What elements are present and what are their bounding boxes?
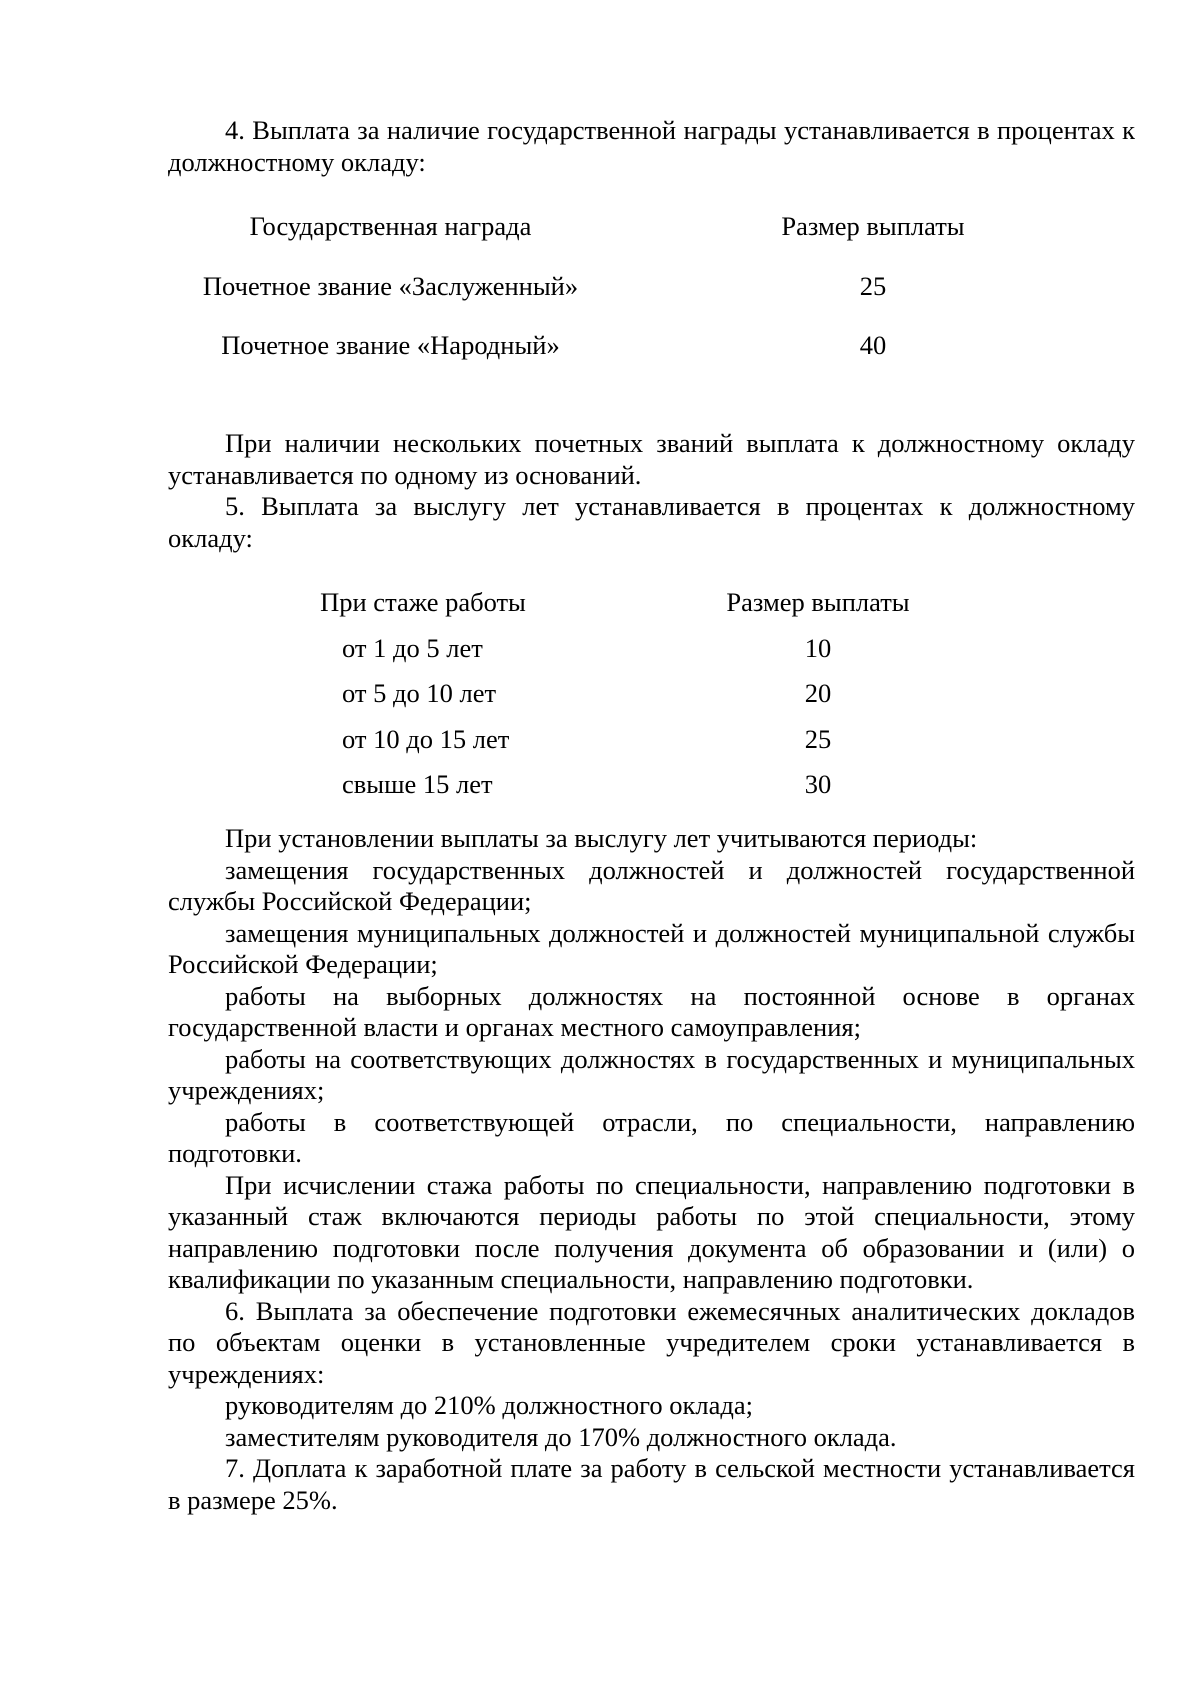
seniority-range-over-15: свыше 15 лет bbox=[342, 769, 493, 799]
table-row bbox=[168, 633, 1135, 665]
paragraph-4: 4. Выплата за наличие государственной награды устанавливается в процентах к должностному окладу: bbox=[168, 115, 1135, 177]
section-4 bbox=[168, 115, 1135, 178]
award-honorary-title-zasluzhenny: Почетное звание «Заслуженный» bbox=[202, 270, 579, 301]
table-row bbox=[168, 330, 1135, 362]
seniority-range-10-15: от 10 до 15 лет bbox=[342, 723, 510, 754]
paragraph-heads-210: руководителям до 210% должностного оклада; bbox=[225, 1390, 753, 1420]
award-table-header-award: Государственная награда bbox=[249, 211, 532, 241]
paragraph-periods-intro: При установлении выплаты за выслугу лет учитываются периоды: bbox=[225, 823, 978, 853]
seniority-table bbox=[168, 587, 1135, 815]
award-table bbox=[168, 211, 1135, 390]
seniority-range-1-5: от 1 до 5 лет bbox=[342, 632, 483, 663]
seniority-amount-10-15: 25 bbox=[804, 723, 832, 754]
seniority-table-header-experience: При стаже работы bbox=[320, 587, 526, 617]
award-table-header-amount: Размер выплаты bbox=[781, 211, 965, 241]
seniority-amount-5-10: 20 bbox=[804, 678, 832, 708]
seniority-amount-1-5: 10 bbox=[804, 632, 832, 663]
award-amount-zasluzhenny: 25 bbox=[859, 270, 887, 301]
paragraph-7: 7. Доплата к заработной плате за работу в сельской местности устанавливается в размере 25%. bbox=[168, 1453, 1135, 1515]
paragraph-6: 6. Выплата за обеспечение подготовки ежемесячных аналитических докладов по объектам оценки в установленные учредителем сроки устанавливается в учреждениях: bbox=[168, 1295, 1135, 1389]
seniority-range-5-10: от 5 до 10 лет bbox=[342, 678, 497, 708]
table-row bbox=[168, 724, 1135, 756]
seniority-amount-over-15: 30 bbox=[804, 769, 832, 799]
paragraph-elective-positions: работы на выборных должностях на постоянной основе в органах государственной власти и органах местного самоуправления; bbox=[168, 980, 1135, 1042]
paragraph-industry-work: работы в соответствующей отрасли, по специальности, направлению подготовки. bbox=[168, 1106, 1135, 1168]
paragraph-experience-calculation: При исчислении стажа работы по специальности, направлению подготовки в указанный стаж включаются периоды работы по этой специальности, этому направлению подготовки после получения документа об образовании и (или) о квалификации по указанным специальности, направлению подготовки. bbox=[168, 1169, 1135, 1294]
paragraph-multiple-titles: При наличии нескольких почетных званий выплата к должностному окладу устанавливается по одному из оснований. bbox=[168, 428, 1135, 490]
paragraph-5: 5. Выплата за выслугу лет устанавливается в процентах к должностному окладу: bbox=[168, 491, 1135, 553]
award-honorary-title-narodny: Почетное звание «Народный» bbox=[221, 330, 560, 360]
section-body bbox=[168, 823, 1135, 1516]
award-amount-narodny: 40 bbox=[859, 330, 887, 360]
paragraph-deputies-170: заместителям руководителя до 170% должностного оклада. bbox=[225, 1421, 897, 1452]
paragraph-institution-positions: работы на соответствующих должностях в государственных и муниципальных учреждениях; bbox=[168, 1043, 1135, 1105]
paragraph-municipal-positions: замещения муниципальных должностей и должностей муниципальной службы Российской Федерации; bbox=[168, 917, 1135, 979]
paragraph-state-positions: замещения государственных должностей и должностей государственной службы Российской Федерации; bbox=[168, 854, 1135, 916]
seniority-table-header-row bbox=[168, 587, 1135, 619]
seniority-table-header-amount: Размер выплаты bbox=[726, 587, 910, 617]
section-mid bbox=[168, 428, 1135, 554]
table-row bbox=[168, 769, 1135, 801]
table-row bbox=[168, 271, 1135, 303]
table-row bbox=[168, 678, 1135, 710]
award-table-header-row bbox=[168, 211, 1135, 243]
